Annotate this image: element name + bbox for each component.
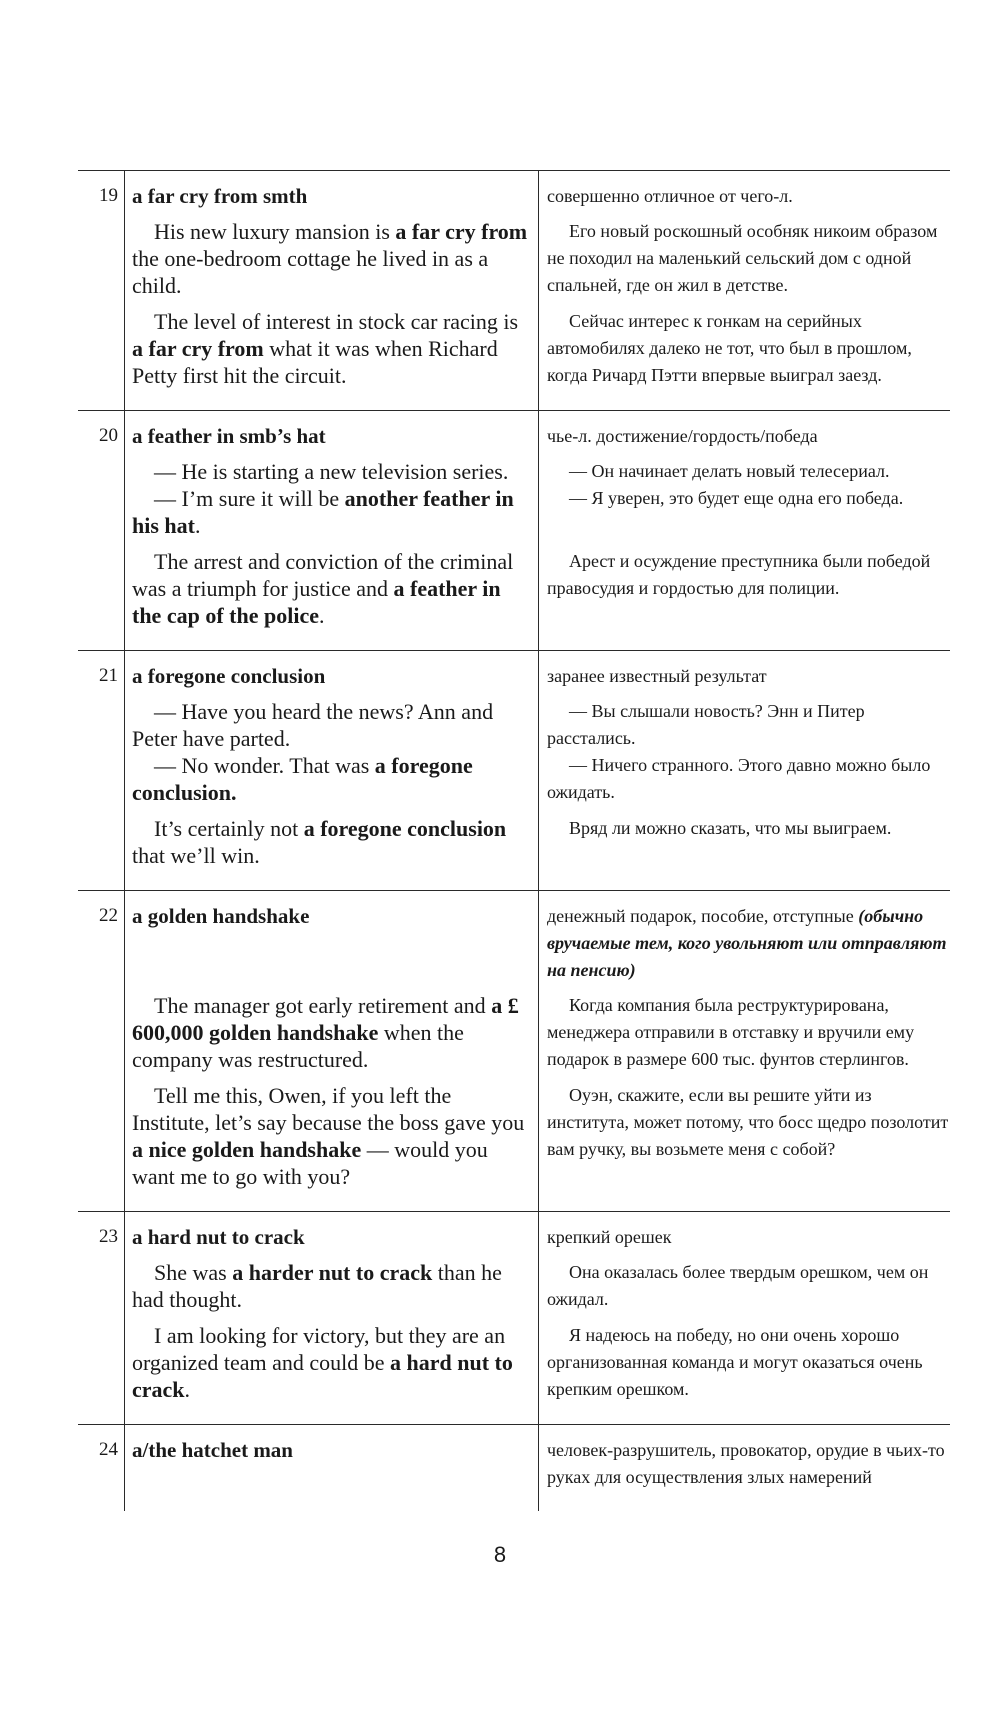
entry-number: 21 [99, 665, 118, 686]
example-text: The level of interest in stock car racing is [154, 309, 519, 334]
translation-line: — Он начинает делать новый телесериал. [569, 461, 890, 481]
translation-line: Его новый роскошный особняк никоим образом не походил на маленький сельский дом с одной спальней, где он жил в детстве. [547, 221, 938, 295]
example-russian [547, 548, 950, 629]
english-column [124, 891, 539, 1211]
english-column [124, 171, 539, 410]
entry-number: 20 [99, 425, 118, 446]
idiom-translation [547, 183, 950, 210]
entry-number: 24 [99, 1439, 118, 1460]
example-line [132, 485, 532, 539]
idiom-translation [547, 903, 950, 984]
idiom-translation [547, 663, 950, 690]
idiom-highlight: a far cry from [132, 336, 264, 361]
translation-line: Сейчас интерес к гонкам на серийных автомобилях далеко не тот, что был в прошлом, когда Ричард Пэтти впервые выиграл заезд. [547, 311, 912, 385]
entry-number: 23 [99, 1226, 118, 1247]
idiom-headword: a hard nut to crack [132, 1225, 305, 1249]
idiom-highlight: a hard nut to crack [132, 1350, 513, 1402]
example-english [132, 1322, 532, 1403]
english-column [124, 651, 539, 890]
example-line [132, 218, 532, 299]
example-english [132, 548, 532, 629]
example-line [132, 698, 532, 752]
example-text: . [318, 603, 325, 628]
translation-text: денежный подарок, пособие, отступные [547, 906, 854, 926]
idiom-highlight: a feather in the cap of the police [132, 576, 501, 628]
example-russian [547, 698, 950, 806]
translation-text: совершенно отличное от чего-л. [547, 186, 793, 206]
example-text: It’s certainly not [154, 816, 304, 841]
russian-column [539, 411, 950, 650]
translation-line: Когда компания была реструктурирована, менеджера отправили в отставку и вручили ему подарок в размере 600 тыс. фунтов стерлингов. [547, 995, 915, 1069]
idiom-highlight: a foregone conclusion. [132, 753, 473, 805]
idiom-highlight: a foregone conclusion [303, 816, 507, 841]
example-english [132, 1082, 532, 1190]
english-column [124, 1425, 539, 1511]
translation-line: — Я уверен, это будет еще одна его победа. [569, 488, 904, 508]
idiom-headword: a far cry from smth [132, 184, 308, 208]
entry-number: 22 [99, 905, 118, 926]
translation-line: Я надеюсь на победу, но они очень хорошо организованная команда и могут оказаться очень крепким орешком. [547, 1325, 923, 1399]
entry-row [78, 1424, 950, 1511]
idiom-headword: a feather in smb’s hat [132, 424, 326, 448]
idiom-highlight: a far cry from [395, 219, 528, 244]
example-text: the one-bedroom cottage he lived in as a child. [132, 246, 489, 298]
translation-line: — Вы слышали новость? Энн и Питер расстались. [547, 701, 865, 748]
example-english [132, 308, 532, 389]
russian-column [539, 891, 950, 1211]
example-english [132, 815, 532, 869]
idiom-translation [547, 1437, 950, 1491]
example-russian [547, 1322, 950, 1403]
example-line [132, 308, 532, 389]
example-line [132, 815, 532, 869]
example-english [132, 458, 532, 539]
example-line [132, 458, 532, 485]
example-text: — No wonder. That was [154, 753, 375, 778]
translation-line: Оуэн, скажите, если вы решите уйти из института, может потому, что босс щедро позолотит вам ручку, вы возьмете меня с собой? [547, 1085, 949, 1159]
example-text: — He is starting a new television series. [154, 459, 509, 484]
translation-line: Арест и осуждение преступника были победой правосудия и гордостью для полиции. [547, 551, 931, 598]
translation-text: заранее известный результат [547, 666, 767, 686]
idiom-headword: a/the hatchet man [132, 1438, 293, 1462]
example-text: that we’ll win. [132, 843, 260, 868]
entry-row [78, 1211, 950, 1424]
russian-column [539, 1425, 950, 1511]
entry-row [78, 410, 950, 650]
example-text: His new luxury mansion is [154, 219, 396, 244]
entry-row [78, 170, 950, 410]
example-russian [547, 308, 950, 389]
example-text: Tell me this, Owen, if you left the Institute, let’s say because the boss gave you [132, 1083, 525, 1135]
example-text: — Have you heard the news? Ann and Peter have parted. [132, 699, 494, 751]
translation-line: Она оказалась более твердым орешком, чем он ожидал. [547, 1262, 929, 1309]
example-text: I am looking for victory, but they are an organized team and could be [132, 1323, 506, 1375]
example-text: — would you want me to go with you? [132, 1137, 488, 1189]
example-russian [547, 815, 950, 869]
idiom-highlight: a nice golden handshake [132, 1137, 362, 1162]
translation-text: крепкий орешек [547, 1227, 672, 1247]
idiom-highlight: another feather in his hat [132, 486, 514, 538]
translation-note: (обычно вручаемые тем, кого увольняют или отправляют на пенсию) [547, 906, 947, 980]
example-line [132, 1082, 532, 1190]
idiom-headword: a golden handshake [132, 904, 310, 928]
entry-row [78, 650, 950, 890]
entry-row [78, 890, 950, 1211]
english-column [124, 1212, 539, 1424]
translation-line: Вряд ли можно сказать, что мы выиграем. [569, 818, 892, 838]
example-text: than he had thought. [132, 1260, 502, 1312]
idiom-translation [547, 423, 950, 450]
example-line [132, 1259, 532, 1313]
russian-column [539, 651, 950, 890]
idiom-highlight: a £ 600,000 golden handshake [132, 993, 519, 1045]
example-line [132, 992, 532, 1073]
example-english [132, 1259, 532, 1313]
idiom-headword: a foregone conclusion [132, 664, 326, 688]
example-text: when the company was restructured. [132, 1020, 464, 1072]
example-text: . [184, 1377, 191, 1402]
example-text: what it was when Richard Petty first hit the circuit. [132, 336, 498, 388]
translation-text: человек-разрушитель, провокатор, орудие в чьих-то руках для осуществления злых намерений [547, 1440, 945, 1487]
example-russian [547, 1082, 950, 1190]
idiom-translation [547, 1224, 950, 1251]
translation-line: — Ничего странного. Этого давно можно было ожидать. [547, 755, 931, 802]
russian-column [539, 171, 950, 410]
example-text: She was [154, 1260, 233, 1285]
example-english [132, 218, 532, 299]
example-line [132, 1322, 532, 1403]
russian-column [539, 1212, 950, 1424]
example-text: The arrest and conviction of the criminal was a triumph for justice and [132, 549, 514, 601]
example-line [132, 548, 532, 629]
example-russian [547, 218, 950, 299]
entry-number: 19 [99, 185, 118, 206]
example-line [132, 752, 532, 806]
english-column [124, 411, 539, 650]
translation-text: чье-л. достижение/гордость/победа [547, 426, 818, 446]
example-text: — I’m sure it will be [154, 486, 345, 511]
example-russian [547, 1259, 950, 1313]
idiom-table [78, 170, 950, 1511]
example-english [132, 992, 532, 1073]
example-text: . [194, 513, 201, 538]
example-text: The manager got early retirement and [154, 993, 492, 1018]
example-russian [547, 458, 950, 539]
example-russian [547, 992, 950, 1073]
idiom-highlight: a harder nut to crack [232, 1260, 433, 1285]
example-english [132, 698, 532, 806]
page-number: 8 [493, 1542, 507, 1567]
